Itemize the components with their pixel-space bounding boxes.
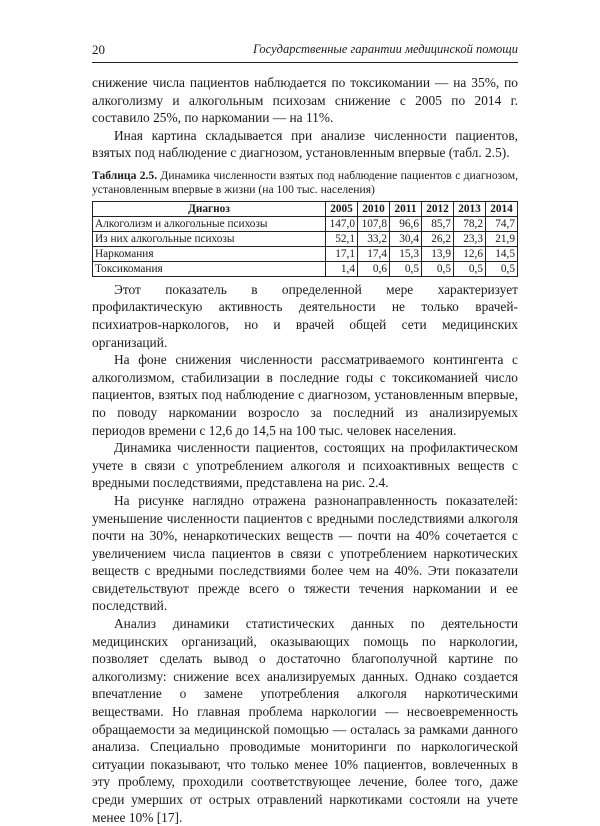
paragraph: Этот показатель в определенной мере характеризует профилактическую активность деятельности не только врачей-психиатров-наркологов, но и врачей общей сети медицинских организаций. [92, 281, 518, 350]
table-cell: 78,2 [454, 216, 486, 231]
table-cell: 85,7 [422, 216, 454, 231]
column-header-diagnosis: Диагноз [93, 201, 326, 216]
column-header-year: 2010 [358, 201, 390, 216]
table-cell: 17,4 [358, 246, 390, 261]
paragraph: На рисунке наглядно отражена разнонаправленность показателей: уменьшение численности пациентов с вредными последствиями алкоголя почти на 30%, ненаркотических веществ — почти на 40% сочетается с увеличением числа пациентов в связи с употреблением наркотических веществ с вредными последствиями более чем на 40%. Эти показатели свидетельствуют прежде всего о тяжести течения наркомании и ее последствий. [92, 492, 518, 614]
row-label: Алкоголизм и алкогольные психозы [93, 216, 326, 231]
column-header-year: 2014 [486, 201, 518, 216]
running-header [92, 42, 518, 60]
table-cell: 17,1 [326, 246, 358, 261]
table-caption-text: Динамика численности взятых под наблюдение пациентов с диагнозом, установленным впервые в жизни (на 100 тыс. населения) [92, 168, 518, 197]
table-cell: 21,9 [486, 231, 518, 246]
table-cell: 0,5 [454, 261, 486, 276]
table-cell: 14,5 [486, 246, 518, 261]
table-cell: 26,2 [422, 231, 454, 246]
table-caption [92, 169, 518, 198]
header-rule [92, 62, 518, 63]
table-cell: 52,1 [326, 231, 358, 246]
page-body [92, 74, 518, 826]
running-title: Государственные гарантии медицинской помощи [252, 42, 518, 56]
paragraph: На фоне снижения численности рассматриваемого контингента с алкоголизмом, стабилизации в последние годы с токсикоманией число пациентов, взятых под наблюдение с диагнозом, установленным впервые, по поводу наркомании возросло за последний из анализируемых периодов времени с 12,6 до 14,5 на 100 тыс. человек населения. [92, 352, 518, 438]
table-cell: 0,5 [486, 261, 518, 276]
column-header-year: 2011 [390, 201, 422, 216]
paragraph: Иная картина складывается при анализе численности пациентов, взятых под наблюдение с диагнозом, установленным впервые (табл. 2.5). [92, 127, 518, 161]
table-cell: 74,7 [486, 216, 518, 231]
table-cell: 107,8 [358, 216, 390, 231]
column-header-year: 2012 [422, 201, 454, 216]
table-row [93, 216, 518, 231]
paragraph: снижение числа пациентов наблюдается по токсикомании — на 35%, по алкоголизму и алкогольным психозам снижение с 2005 по 2014 г. составило 25%, по наркомании — на 11%. [92, 75, 518, 126]
row-label: Токсикомания [93, 261, 326, 276]
table-row [93, 261, 518, 276]
table-cell: 0,5 [422, 261, 454, 276]
table-row [93, 231, 518, 246]
row-label: Из них алкогольные психозы [93, 231, 326, 246]
row-label: Наркомания [93, 246, 326, 261]
column-header-year: 2005 [326, 201, 358, 216]
table-cell: 0,6 [358, 261, 390, 276]
column-header-year: 2013 [454, 201, 486, 216]
table-cell: 15,3 [390, 246, 422, 261]
table-caption-label: Таблица 2.5. [92, 168, 158, 182]
table-cell: 33,2 [358, 231, 390, 246]
table-cell: 12,6 [454, 246, 486, 261]
table-header-row [93, 201, 518, 216]
paragraph: Динамика численности пациентов, состоящих на профилактическом учете в связи с употреблением алкоголя и психоактивных веществ с вредными последствиями, представлена на рис. 2.4. [92, 440, 518, 491]
table-cell: 30,4 [390, 231, 422, 246]
table-cell: 23,3 [454, 231, 486, 246]
data-table [92, 201, 518, 277]
table-row [93, 246, 518, 261]
table-cell: 13,9 [422, 246, 454, 261]
paragraph: Анализ динамики статистических данных по деятельности медицинских организаций, оказывающих помощь по наркологии, позволяет сделать вывод о достаточно благополучной картине по алкоголизму: снижение всех анализируемых данных. Однако создается впечатление о замене употребления алкоголя наркотическими веществами. Но главная проблема наркологии — несвоевременность обращаемости за медицинской помощью — осталась за рамками данного анализа. Специально проводимые мониторинги по наркологической ситуации показывают, что только менее 10% пациентов, вовлеченных в эту проблему, проходили соответствующее лечение, более того, даже среди умерших от острых отравлений наркотиками состояли на учете менее 10% [17]. [92, 616, 518, 825]
table-cell: 0,5 [390, 261, 422, 276]
page-number: 20 [92, 42, 105, 57]
table-cell: 96,6 [390, 216, 422, 231]
table-cell: 1,4 [326, 261, 358, 276]
table-cell: 147,0 [326, 216, 358, 231]
